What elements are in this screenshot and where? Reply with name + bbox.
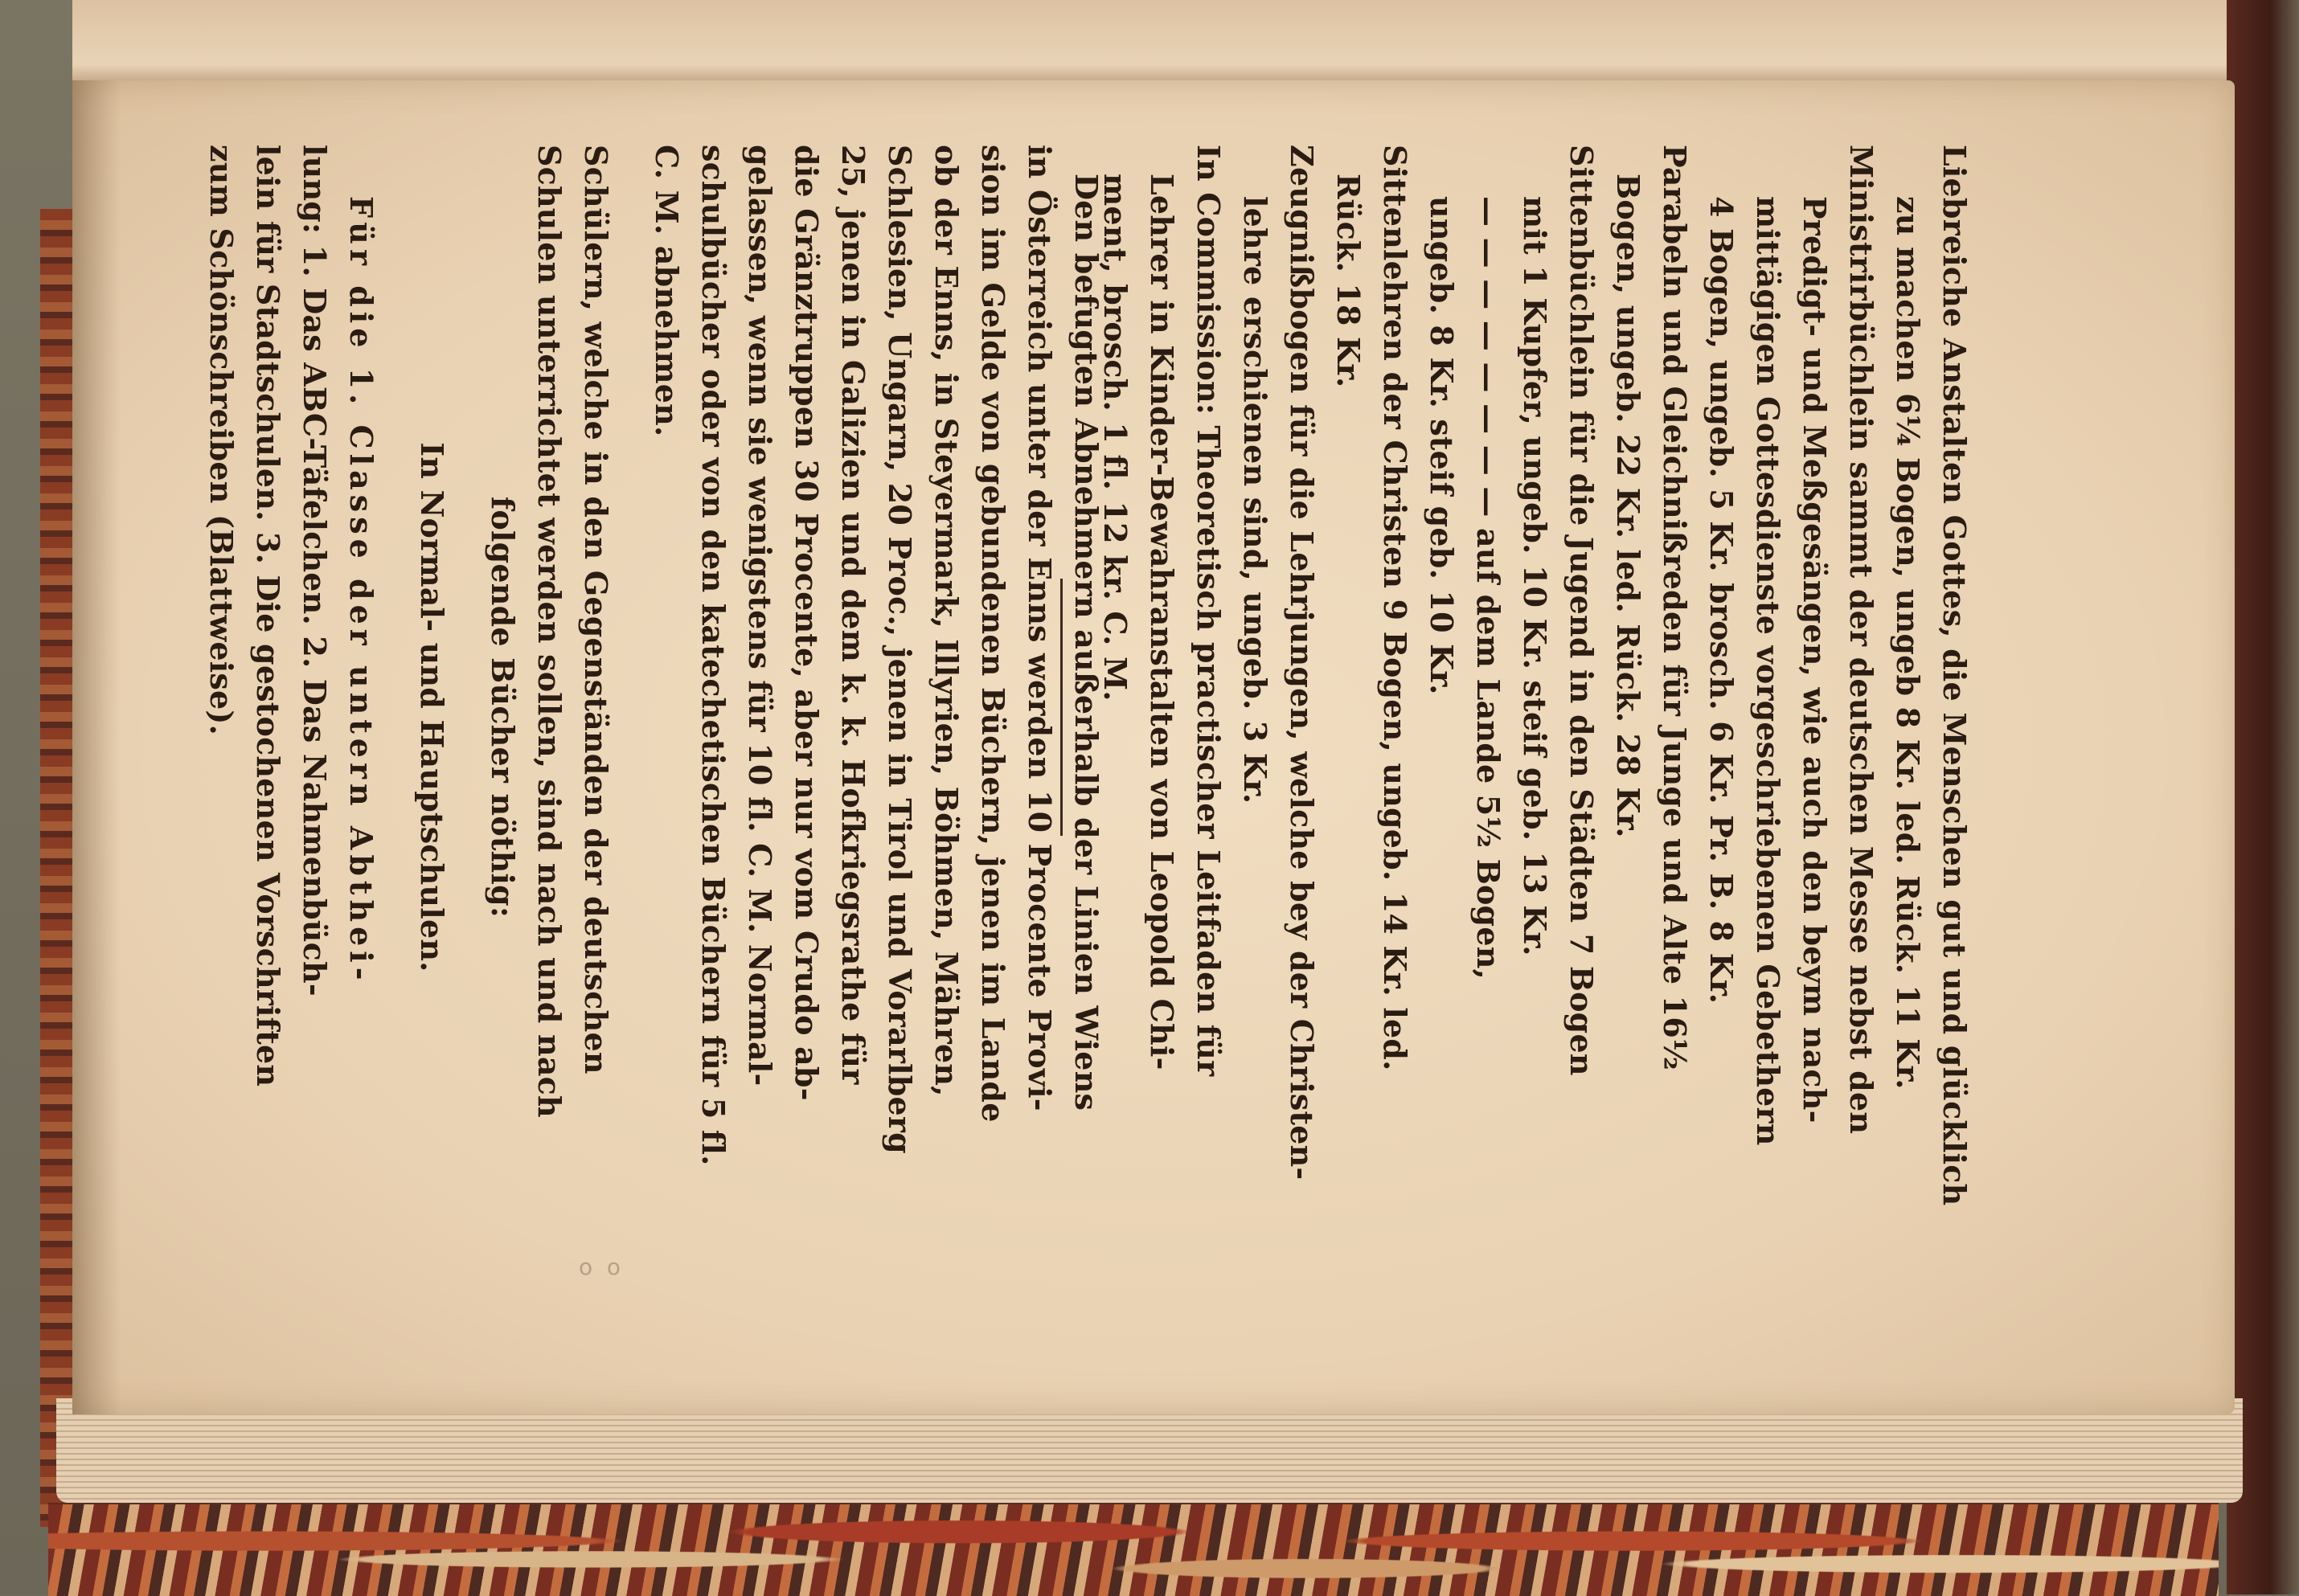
entry-line: Predigt- und Meßgesängen, wie auch den beym nach- <box>1797 196 1833 1123</box>
discount-notice-section <box>643 145 1109 1270</box>
schools-line: zum Schönschreiben (Blattweise). <box>203 145 240 735</box>
book-cover-edge <box>2227 0 2299 1594</box>
entry-line: Liebreiche Anstalten Gottes, die Menschen gut und glücklich <box>1936 145 1973 1206</box>
entry-line: ment, brosch. 1 fl. 12 kr. C. M. <box>1097 174 1133 702</box>
entry-line: Bogen, ungeb. 22 Kr. led. Rück. 28 Kr. <box>1610 174 1646 838</box>
entry-line: Parabeln und Gleichnißreden für Junge und Alte 16½ <box>1657 145 1693 1070</box>
entry-line: zu machen 6¼ Bogen, ungeb 8 Kr. led. Rück. 11 Kr. <box>1890 196 1926 1090</box>
facing-page-edge <box>72 0 2243 83</box>
entry-line: Rück. 18 Kr. <box>1330 174 1367 388</box>
book-list-section <box>1033 145 1977 1270</box>
school-books-section <box>198 145 619 1270</box>
notice-line: schulbücher oder von den katechetischen Büchern für 5 fl. <box>695 145 732 1166</box>
book-spine <box>40 209 72 1527</box>
entry-line: mit 1 Kupfer, ungeb. 10 Kr. steif geb. 13 Kr. <box>1517 196 1553 956</box>
marbled-edge <box>48 1503 2219 1596</box>
notice-line: in Österreich unter der Enns werden 10 Procente Provi- <box>1022 145 1058 1111</box>
schools-line: Schülern, welche in den Gegenständen der deutschen <box>578 145 614 1074</box>
schools-heading: In Normal- und Hauptschulen. <box>414 442 450 972</box>
entry-line: Sittenbüchlein für die Jugend in den Städten 7 Bogen <box>1563 145 1600 1076</box>
schools-line: lung: 1. Das ABC-Täfelchen. 2. Das Nahmenbüch- <box>297 145 333 996</box>
notice-line: sion im Gelde von gebundenen Büchern, jenen im Lande <box>975 145 1011 1123</box>
notice-line: Schlesien, Ungarn, 20 Proc., jenen in Tirol und Vorarlberg <box>882 145 918 1154</box>
notice-line: ob der Enns, in Steyermark, Illyrien, Böhmen, Mähren, <box>928 145 965 1097</box>
schools-line: folgende Bücher nöthig: <box>485 496 521 919</box>
notice-line: gelassen, wenn sie wenigstens für 10 fl. C. M. Normal- <box>742 145 778 1087</box>
entry-line: Ministrirbüchlein sammt der deutschen Messe nebst den <box>1843 145 1879 1135</box>
notice-line: C. M. abnehmen. <box>649 145 685 437</box>
notice-line: die Gränztruppen 30 Procente, aber nur vom Crudo ab- <box>789 145 825 1101</box>
schools-line: Für die 1. Classe der untern Abthei- <box>343 196 379 985</box>
pencil-mark: o o <box>579 1254 621 1280</box>
rotated-text-area <box>177 145 1977 1270</box>
entry-line: 4 Bogen, ungeb. 5 Kr. brosch. 6 Kr. Pr. B. 8 Kr. <box>1703 196 1740 1005</box>
entry-line: Zeugnißbogen für die Lehrjungen, welche bey der Christen- <box>1284 145 1320 1181</box>
notice-line: Den befugten Abnehmern außerhalb der Linien Wiens <box>1068 174 1104 1111</box>
entry-line: lehre erschienen sind, ungeb. 3 Kr. <box>1237 196 1273 804</box>
entry-line: Sittenlehren der Christen 9 Bogen, ungeb. 14 Kr. led. <box>1377 145 1413 1071</box>
notice-line: 25, jenen in Galizien und dem k. k. Hofkriegsrathe für <box>835 145 871 1085</box>
entry-line: — — — — — — — — auf dem Lande 5½ Bogen, <box>1470 196 1506 980</box>
entry-line: mittägigen Gottesdienste vorgeschriebenen Gebethern <box>1750 196 1786 1146</box>
page-gutter <box>72 80 121 1414</box>
schools-line: Schulen unterrichtet werden sollen, sind nach und nach <box>531 145 568 1118</box>
entry-line: ungeb. 8 Kr. steif geb. 10 Kr. <box>1424 196 1460 695</box>
entry-line: Lehrer in Kinder-Bewahranstalten von Leopold Chi- <box>1144 174 1180 1070</box>
schools-line: lein für Stadtschulen. 3. Die gestochenen Vorschriften <box>250 145 286 1087</box>
entry-line: In Commission: Theoretisch practischer Leitfaden für <box>1190 145 1227 1077</box>
